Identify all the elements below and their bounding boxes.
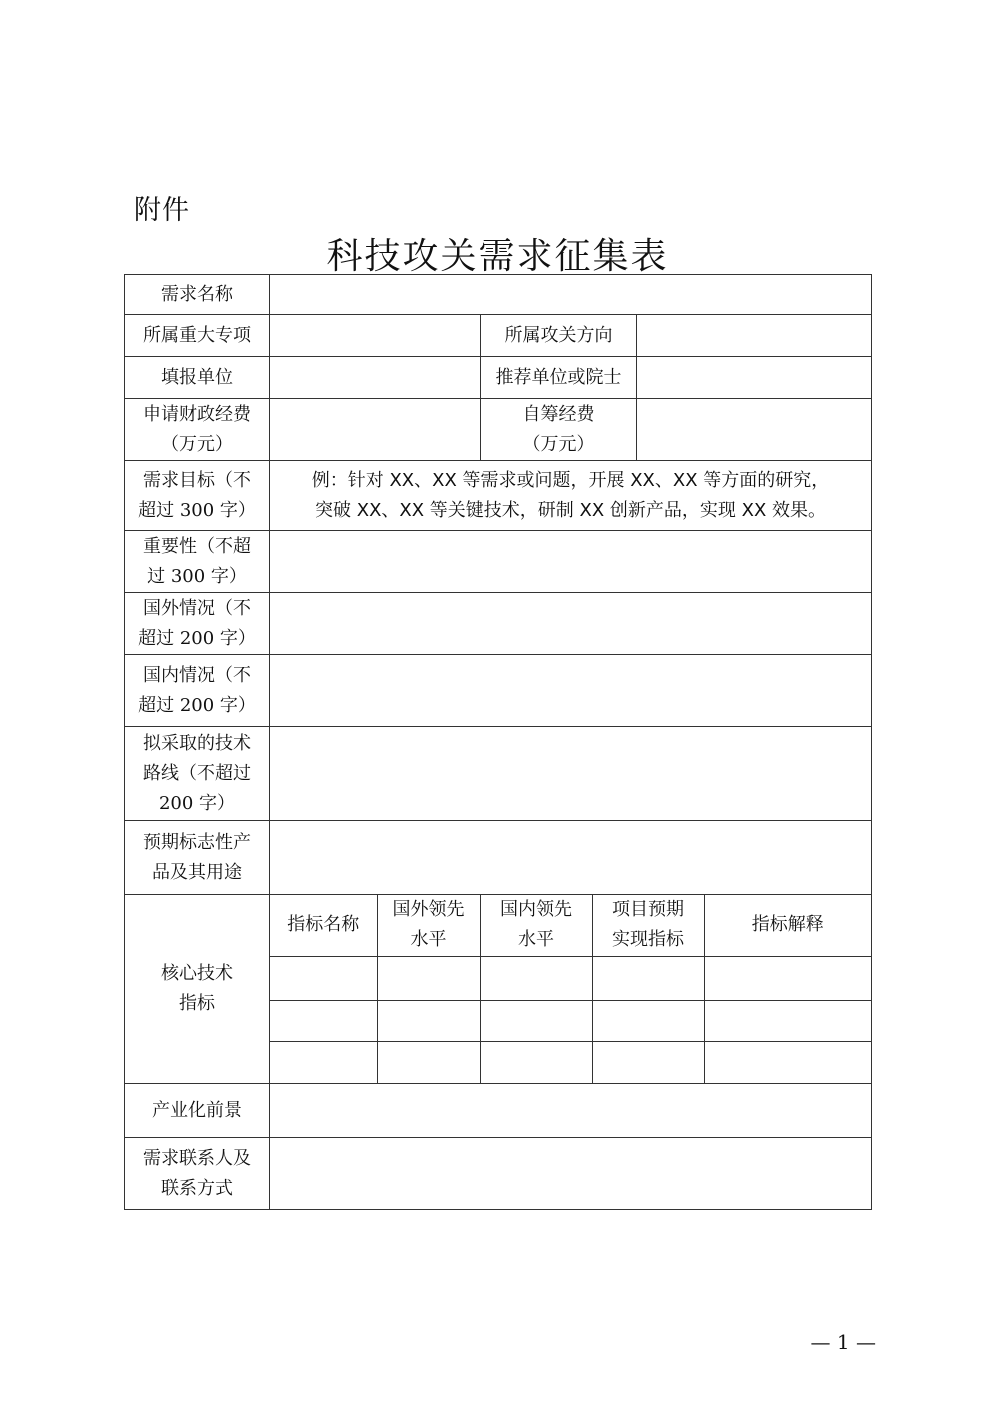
major-project-label: 所属重大专项 bbox=[125, 315, 270, 357]
recommending-unit-label: 推荐单位或院士 bbox=[481, 357, 637, 399]
form-row-industrialization bbox=[125, 1084, 872, 1138]
demand-form-table bbox=[124, 274, 872, 1210]
industrialization-label: 产业化前景 bbox=[125, 1084, 270, 1138]
fiscal-funding-field[interactable] bbox=[270, 399, 481, 461]
fiscal-funding-label-line1: 申请财政经费 bbox=[143, 403, 251, 425]
form-row-importance bbox=[125, 531, 872, 593]
reporting-unit-label: 填报单位 bbox=[125, 357, 270, 399]
core-indicators-label bbox=[125, 895, 270, 1084]
indicator-row bbox=[270, 1041, 871, 1083]
indicator-header-row bbox=[270, 895, 871, 956]
indicator-cell[interactable] bbox=[704, 956, 871, 1000]
self-funding-label-line1: 自筹经费 bbox=[522, 403, 595, 425]
indicator-cell[interactable] bbox=[377, 1041, 480, 1083]
self-funding-label bbox=[481, 399, 637, 461]
demand-goal-label-line1: 需求目标（不 bbox=[143, 469, 251, 491]
demand-goal-label bbox=[125, 461, 270, 531]
foreign-level-header-line1: 国外领先 bbox=[392, 899, 465, 921]
major-project-field[interactable] bbox=[270, 315, 481, 357]
domestic-status-field[interactable] bbox=[270, 655, 872, 727]
indicator-cell[interactable] bbox=[480, 1000, 592, 1041]
attachment-label: 附件 bbox=[134, 195, 190, 226]
form-row-units bbox=[125, 357, 872, 399]
recommending-unit-field[interactable] bbox=[637, 357, 872, 399]
indicator-name-header: 指标名称 bbox=[270, 895, 377, 956]
technical-route-field[interactable] bbox=[270, 727, 872, 821]
foreign-level-header bbox=[377, 895, 480, 956]
indicator-row bbox=[270, 1000, 871, 1041]
technical-route-label bbox=[125, 727, 270, 821]
demand-goal-example-line2: 突破 XX、XX 等关键技术，研制 XX 创新产品，实现 XX 效果。 bbox=[315, 499, 826, 521]
self-funding-label-line2: （万元） bbox=[522, 433, 595, 455]
expected-products-label bbox=[125, 821, 270, 895]
expected-products-label-line2: 品及其用途 bbox=[152, 861, 242, 883]
form-row-core-indicators bbox=[125, 895, 872, 1084]
domestic-level-header-line1: 国内领先 bbox=[500, 899, 572, 921]
indicator-cell[interactable] bbox=[704, 1000, 871, 1041]
target-indicator-header bbox=[592, 895, 704, 956]
indicator-explanation-header: 指标解释 bbox=[704, 895, 871, 956]
expected-products-field[interactable] bbox=[270, 821, 872, 895]
indicator-row bbox=[270, 956, 871, 1000]
technical-route-label-line2: 路线（不超过 bbox=[143, 762, 251, 784]
core-indicators-label-line2: 指标 bbox=[179, 993, 215, 1014]
importance-label bbox=[125, 531, 270, 593]
indicator-cell[interactable] bbox=[480, 956, 592, 1000]
tackling-direction-field[interactable] bbox=[637, 315, 872, 357]
form-row-domestic-status bbox=[125, 655, 872, 727]
foreign-status-field[interactable] bbox=[270, 593, 872, 655]
self-funding-field[interactable] bbox=[637, 399, 872, 461]
expected-products-label-line1: 预期标志性产 bbox=[143, 831, 251, 853]
demand-goal-label-line2: 超过 300 字） bbox=[138, 499, 256, 521]
contact-label-line2: 联系方式 bbox=[161, 1177, 233, 1199]
indicator-cell[interactable] bbox=[270, 1000, 377, 1041]
industrialization-field[interactable] bbox=[270, 1084, 872, 1138]
technical-route-label-line1: 拟采取的技术 bbox=[143, 732, 251, 754]
foreign-status-label-line1: 国外情况（不 bbox=[143, 597, 251, 619]
indicator-cell[interactable] bbox=[592, 956, 704, 1000]
foreign-status-label bbox=[125, 593, 270, 655]
page-title: 科技攻关需求征集表 bbox=[326, 236, 669, 277]
importance-field[interactable] bbox=[270, 531, 872, 593]
fiscal-funding-label bbox=[125, 399, 270, 461]
tackling-direction-label: 所属攻关方向 bbox=[481, 315, 637, 357]
target-indicator-header-line1: 项目预期 bbox=[612, 899, 684, 921]
form-row-project-direction bbox=[125, 315, 872, 357]
domestic-status-label bbox=[125, 655, 270, 727]
indicator-cell[interactable] bbox=[592, 1041, 704, 1083]
demand-goal-example-line1: 例：针对 XX、XX 等需求或问题，开展 XX、XX 等方面的研究， bbox=[311, 469, 830, 491]
form-row-technical-route bbox=[125, 727, 872, 821]
indicator-cell[interactable] bbox=[377, 956, 480, 1000]
reporting-unit-field[interactable] bbox=[270, 357, 481, 399]
foreign-status-label-line2: 超过 200 字） bbox=[138, 627, 256, 649]
indicator-cell[interactable] bbox=[377, 1000, 480, 1041]
contact-label-line1: 需求联系人及 bbox=[143, 1147, 251, 1169]
core-indicators-grid bbox=[270, 895, 872, 1084]
form-row-expected-products bbox=[125, 821, 872, 895]
indicator-cell[interactable] bbox=[480, 1041, 592, 1083]
form-row-demand-name bbox=[125, 275, 872, 315]
domestic-level-header bbox=[480, 895, 592, 956]
target-indicator-header-line2: 实现指标 bbox=[612, 929, 684, 951]
form-row-demand-goal bbox=[125, 461, 872, 531]
importance-label-line2: 过 300 字） bbox=[147, 565, 247, 587]
indicator-cell[interactable] bbox=[270, 956, 377, 1000]
form-row-funding bbox=[125, 399, 872, 461]
indicator-cell[interactable] bbox=[592, 1000, 704, 1041]
contact-field[interactable] bbox=[270, 1138, 872, 1210]
demand-name-label: 需求名称 bbox=[125, 275, 270, 315]
domestic-status-label-line1: 国内情况（不 bbox=[143, 664, 251, 686]
technical-route-label-line3: 200 字） bbox=[158, 792, 236, 814]
importance-label-line1: 重要性（不超 bbox=[143, 535, 251, 557]
contact-label bbox=[125, 1138, 270, 1210]
indicator-cell[interactable] bbox=[270, 1041, 377, 1083]
domestic-level-header-line2: 水平 bbox=[518, 929, 554, 951]
core-indicators-label-line1: 核心技术 bbox=[161, 963, 233, 984]
indicator-table bbox=[270, 895, 871, 1083]
demand-goal-field[interactable] bbox=[270, 461, 872, 531]
foreign-level-header-line2: 水平 bbox=[410, 929, 447, 951]
indicator-cell[interactable] bbox=[704, 1041, 871, 1083]
domestic-status-label-line2: 超过 200 字） bbox=[138, 694, 256, 716]
demand-name-field[interactable] bbox=[270, 275, 872, 315]
fiscal-funding-label-line2: （万元） bbox=[161, 433, 233, 455]
form-row-foreign-status bbox=[125, 593, 872, 655]
page-number: — 1 — bbox=[810, 1330, 876, 1354]
form-row-contact bbox=[125, 1138, 872, 1210]
